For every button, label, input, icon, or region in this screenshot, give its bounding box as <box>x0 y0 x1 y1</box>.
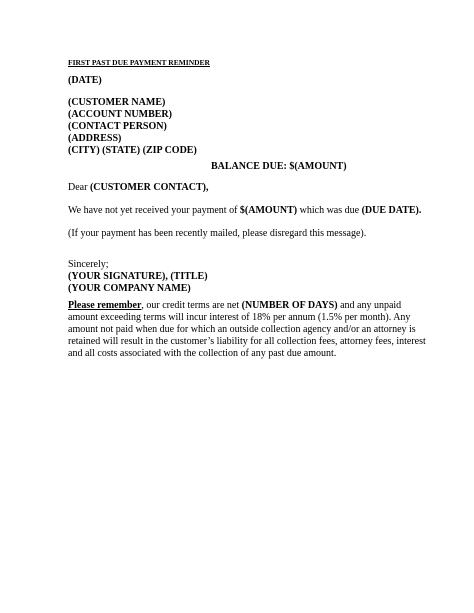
payment-amount: $(AMOUNT) <box>239 205 298 216</box>
salutation <box>68 182 208 194</box>
address: (ADDRESS) <box>68 133 122 144</box>
city-state-zip: (CITY) (STATE) (ZIP CODE) <box>68 145 197 156</box>
payment-due-date: (DUE DATE). <box>361 205 422 216</box>
contact-person: (CONTACT PERSON) <box>68 121 167 132</box>
closing: Sincerely; <box>68 259 109 270</box>
reminder-line-4: retained will result in the customer’s liability for all collection fees, attorney fees, interest <box>68 336 426 347</box>
payment-text-b: which was due <box>297 205 362 216</box>
reminder-line-1 <box>68 300 401 312</box>
balance-due: BALANCE DUE: $(AMOUNT) <box>211 161 347 172</box>
salutation-name: (CUSTOMER CONTACT), <box>89 182 209 193</box>
payment-paragraph <box>68 205 421 217</box>
payment-text-a: We have not yet received your payment of <box>68 205 240 216</box>
customer-name: (CUSTOMER NAME) <box>68 97 166 108</box>
reminder-line-5: and all costs associated with the collection of any past due amount. <box>68 348 337 359</box>
letter-heading: FIRST PAST DUE PAYMENT REMINDER <box>68 58 210 67</box>
reminder-label: Please remember <box>68 300 142 311</box>
reminder-line-3: amount not paid when due for which an outside collection agency and/or an attorney is <box>68 324 416 335</box>
reminder-line-2: amount exceeding terms will incur interest of 18% per annum (1.5% per month). Any <box>68 312 411 323</box>
company-name: (YOUR COMPANY NAME) <box>68 283 191 294</box>
reminder-text-a: , our credit terms are net <box>141 300 242 311</box>
account-number: (ACCOUNT NUMBER) <box>68 109 172 120</box>
reminder-text-b: and any unpaid <box>337 300 402 311</box>
salutation-prefix: Dear <box>68 182 90 193</box>
signature-line: (YOUR SIGNATURE), (TITLE) <box>68 271 208 282</box>
reminder-days: (NUMBER OF DAYS) <box>241 300 338 311</box>
date-placeholder: (DATE) <box>68 75 102 86</box>
disregard-paragraph: (If your payment has been recently mailed, please disregard this message). <box>68 228 367 239</box>
